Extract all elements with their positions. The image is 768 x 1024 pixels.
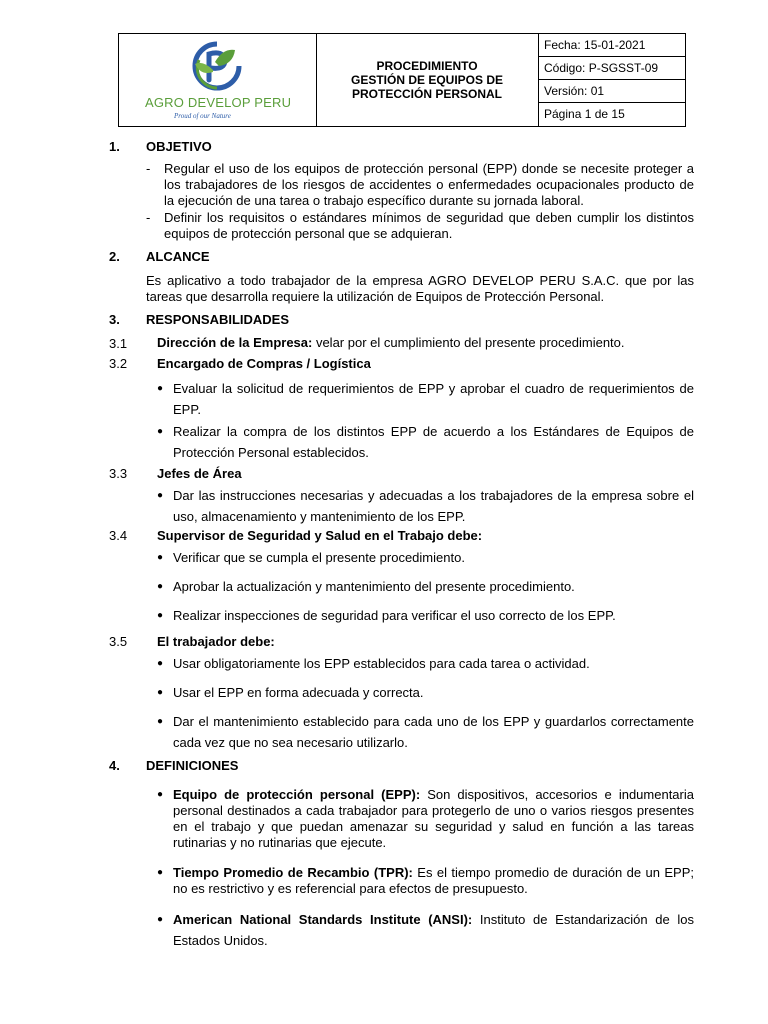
title-line: GESTIÓN DE EQUIPOS DE <box>350 73 504 87</box>
logo-tagline: Proud of our Nature <box>174 112 231 120</box>
subsection-title: Jefes de Área <box>157 466 242 481</box>
definition-text: Son dispositivos, accesorios e indumentaria personal destinados a cada trabajador para protegerlo de uno o varios riesgos presentes en el trabajo y que puedan amenazar su seguridad y salud en función a las tareas rutinarias y no rutinarias que ejecute. <box>173 787 694 850</box>
document-header <box>118 33 686 127</box>
section-title: RESPONSABILIDADES <box>146 312 290 327</box>
paragraph <box>157 335 694 351</box>
definition-item: ● Tiempo Promedio de Recambio (TPR): Es el tiempo promedio de duración de un EPP; no es restrictivo y es referencial para efectos de presupuesto. <box>157 865 694 896</box>
list-item: ● Usar el EPP en forma adecuada y correcta. <box>157 682 694 703</box>
company-logo-icon <box>189 40 245 94</box>
list-item: ● Aprobar la actualización y mantenimiento del presente procedimiento. <box>157 576 694 597</box>
list-item-text: Regular el uso de los equipos de protección personal (EPP) donde se necesite proteger a los trabajadores de los riesgos de accidentes o enfermedades ocupacionales producto de la ejecución de una tarea o trabajo específico durante su jornada laboral. <box>164 161 694 208</box>
list-item: ● Dar el mantenimiento establecido para cada uno de los EPP y guardarlos correctamente cada vez que no sea necesario utilizarlo. <box>157 711 694 753</box>
subsection-number: 3.5 <box>109 634 128 649</box>
subsection-number: 3.1 <box>109 336 128 351</box>
definition-term: Tiempo Promedio de Recambio (TPR): <box>173 865 413 880</box>
list-item-text: Usar obligatoriamente los EPP establecidos para cada tarea o actividad. <box>173 656 590 671</box>
definition-text: Instituto de Estandarización de los Estados Unidos. <box>173 912 694 948</box>
title-line: PROTECCIÓN PERSONAL <box>351 87 502 101</box>
title-line: PROCEDIMIENTO <box>376 59 478 73</box>
list-item: ● Realizar inspecciones de seguridad para verificar el uso correcto de los EPP. <box>157 605 694 626</box>
meta-fecha: Fecha: 15-01-2021 <box>539 34 685 57</box>
subsection-number: 3.4 <box>109 528 128 543</box>
definition-term: American National Standards Institute (ANSI): <box>173 912 473 927</box>
definition-item: ● Equipo de protección personal (EPP): Son dispositivos, accesorios e indumentaria personal destinados a cada trabajador para protegerlo de uno o varios riesgos presentes en el trabajo y que puedan amenazar su seguridad y salud en función a las tareas rutinarias y no rutinarias que ejecute. <box>157 787 694 850</box>
list-item: ● Usar obligatoriamente los EPP establecidos para cada tarea o actividad. <box>157 653 694 674</box>
list-item-text: Usar el EPP en forma adecuada y correcta. <box>173 685 424 700</box>
section-title: DEFINICIONES <box>146 758 239 773</box>
section-title: OBJETIVO <box>146 139 212 154</box>
logo-cell <box>119 34 317 126</box>
list-item-text: Evaluar la solicitud de requerimientos de EPP y aprobar el cuadro de requerimientos de EPP. <box>173 381 694 417</box>
section-number: 1. <box>109 139 120 154</box>
section-number: 4. <box>109 758 120 773</box>
list-item: ● Dar las instrucciones necesarias y adecuadas a los trabajadores de la empresa sobre el uso, almacenamiento y mantenimiento de los EPP. <box>157 485 694 527</box>
subsection-title: Encargado de Compras / Logística <box>157 356 371 371</box>
subsection-title: Supervisor de Seguridad y Salud en el Trabajo debe: <box>157 528 483 543</box>
list-item: ● Evaluar la solicitud de requerimientos de EPP y aprobar el cuadro de requerimientos de EPP. <box>157 378 694 420</box>
meta-codigo: Código: P-SGSST-09 <box>539 57 685 80</box>
section-title: ALCANCE <box>146 249 210 264</box>
definition-text: Es el tiempo promedio de duración de un EPP; no es restrictivo y es referencial para efectos de presupuesto. <box>173 865 694 896</box>
list-item: ● Realizar la compra de los distintos EPP de acuerdo a los Estándares de Equipos de Protección Personal establecidos. <box>157 421 694 463</box>
list-item: ● Verificar que se cumpla el presente procedimiento. <box>157 547 694 568</box>
list-item-text: Realizar inspecciones de seguridad para verificar el uso correcto de los EPP. <box>173 608 616 623</box>
list-item-text: Dar el mantenimiento establecido para cada uno de los EPP y guardarlos correctamente cada vez que no sea necesario utilizarlo. <box>173 714 694 750</box>
definition-item: ● American National Standards Institute (ANSI): Instituto de Estandarización de los Estados Unidos. <box>157 912 694 948</box>
definition-term: Equipo de protección personal (EPP): <box>173 787 421 802</box>
subsection-number: 3.2 <box>109 356 128 371</box>
paragraph-text: velar por el cumplimiento del presente procedimiento. <box>312 335 625 350</box>
section-number: 2. <box>109 249 120 264</box>
meta-pagina: Página 1 de 15 <box>544 107 625 121</box>
section-number: 3. <box>109 312 120 327</box>
list-item-text: Aprobar la actualización y mantenimiento del presente procedimiento. <box>173 579 575 594</box>
list-item-text: Dar las instrucciones necesarias y adecuadas a los trabajadores de la empresa sobre el uso, almacenamiento y mantenimiento de los EPP. <box>173 488 694 524</box>
document-title <box>316 34 539 126</box>
subsection-number: 3.3 <box>109 466 128 481</box>
subsection-title: Dirección de la Empresa: <box>157 335 313 350</box>
list-item-text: Verificar que se cumpla el presente procedimiento. <box>173 550 465 565</box>
list-item-text: Realizar la compra de los distintos EPP de acuerdo a los Estándares de Equipos de Protección Personal establecidos. <box>173 424 694 460</box>
subsection-title: El trabajador debe: <box>157 634 275 649</box>
logo-text: AGRO DEVELOP PERU <box>145 95 292 110</box>
list-item: - Definir los requisitos o estándares mínimos de seguridad que deben cumplir los distintos equipos de protección personal que se adquieran. <box>146 210 694 241</box>
list-item: - Regular el uso de los equipos de protección personal (EPP) donde se necesite proteger a los trabajadores de los riesgos de accidentes o enfermedades ocupacionales producto de la ejecución de una tarea o trabajo específico durante su jornada laboral. <box>146 161 694 208</box>
list-item-text: Definir los requisitos o estándares mínimos de seguridad que deben cumplir los distintos equipos de protección personal que se adquieran. <box>164 210 694 241</box>
meta-version: Versión: 01 <box>539 80 685 103</box>
paragraph: Es aplicativo a todo trabajador de la empresa AGRO DEVELOP PERU S.A.C. que por las tareas que desarrolla requiere la utilización de Equipos de Protección Personal. <box>146 273 694 304</box>
document-meta <box>539 34 685 126</box>
